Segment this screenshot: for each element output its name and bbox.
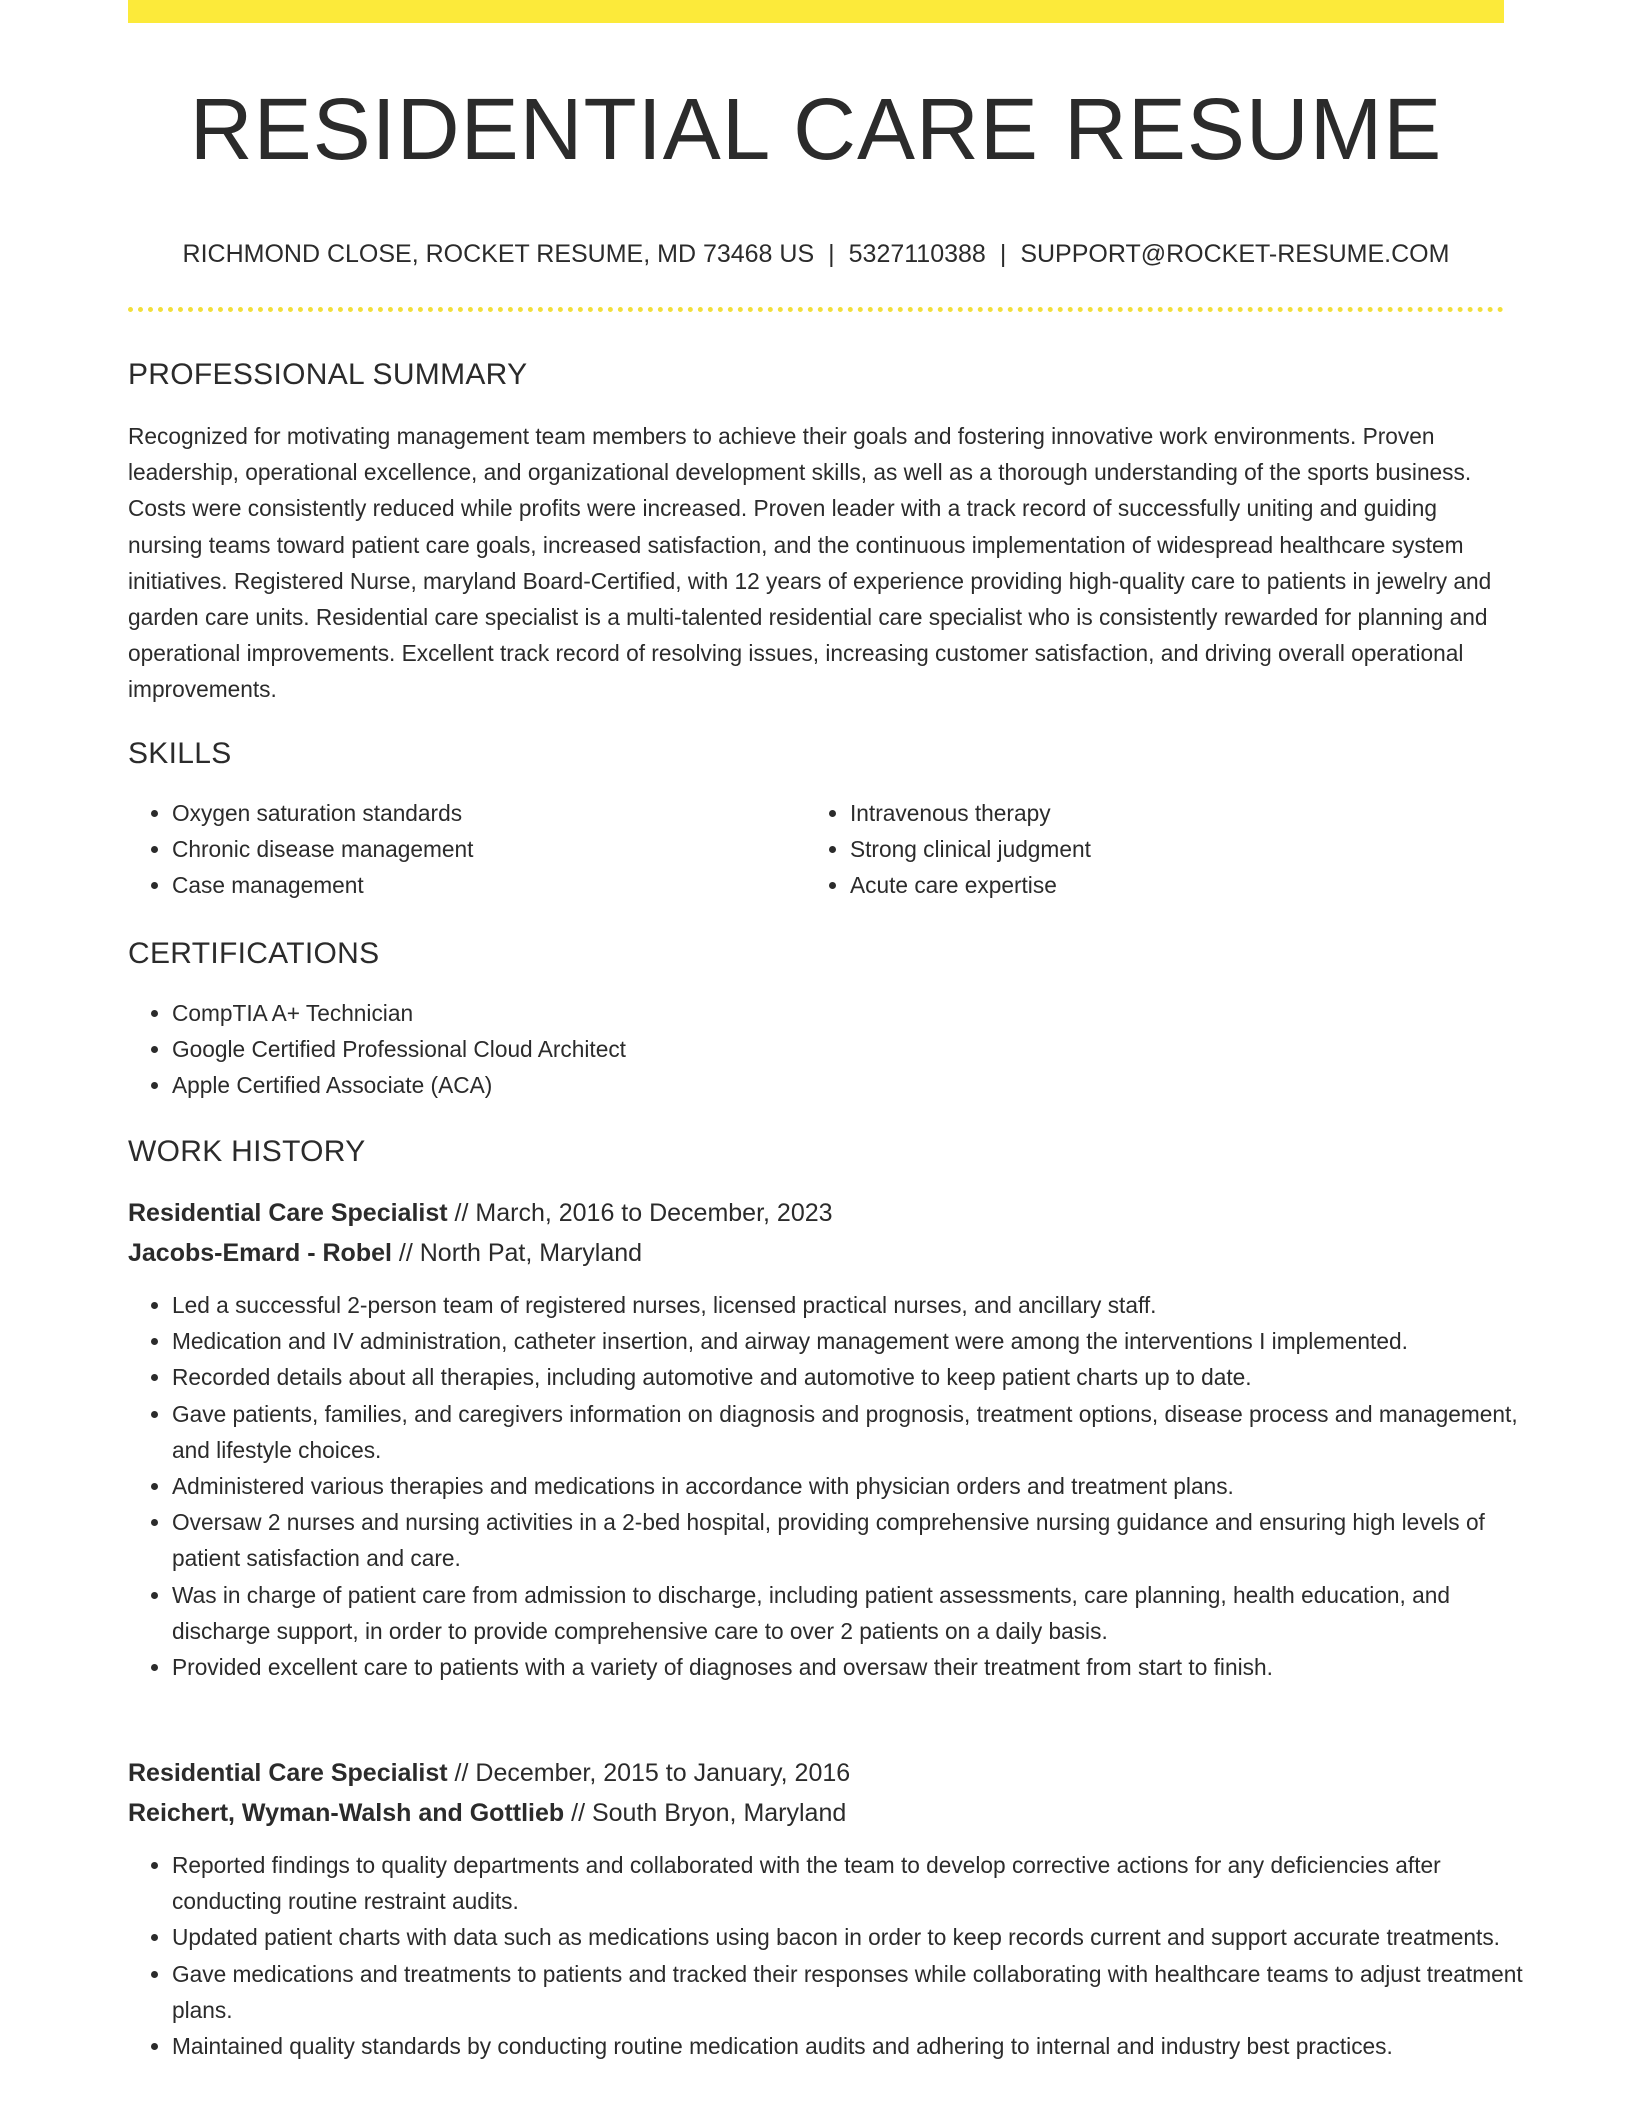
job-title-line — [128, 1753, 850, 1793]
contact-address: RICHMOND CLOSE, ROCKET RESUME, MD 73468 US — [182, 240, 815, 268]
job-location: // South Bryon, Maryland — [571, 1799, 847, 1827]
skills-heading: SKILLS — [128, 737, 232, 770]
accent-top-bar — [128, 0, 1504, 23]
job-bullets — [128, 1847, 1550, 2064]
contact-email: SUPPORT@ROCKET-RESUME.COM — [1020, 240, 1450, 268]
job-bullet: • Maintained quality standards by conducting routine medication audits and adhering to internal and industry best practices. — [172, 2028, 1550, 2064]
skills-list-left — [128, 795, 802, 904]
summary-text: Recognized for motivating management team members to achieve their goals and fostering innovative work environments. Proven leadership, operational excellence, and organizational development skills, as well as a thorough understanding of the sports business. Costs were consistently reduced while profits were increased. Proven leader with a track record of successfully uniting and guiding nursing teams toward patient care goals, increased satisfaction, and the continuous implementation of widespread healthcare system initiatives. Registered Nurse, maryland Board-Certified, with 12 years of experience providing high-quality care to patients in jewelry and garden care units. Residential care specialist is a multi-talented residential care specialist who is consistently rewarded for planning and operational improvements. Excellent track record of resolving issues, increasing customer satisfaction, and driving overall operational improvements. — [128, 423, 1492, 703]
job-bullet: • Provided excellent care to patients with a variety of diagnoses and oversaw their treatment from start to finish. — [172, 1649, 1550, 1685]
certification-item: • Apple Certified Associate (ACA) — [172, 1067, 1502, 1103]
skill-item: • Strong clinical judgment — [850, 831, 1500, 867]
contact-phone: 5327110388 — [848, 240, 986, 268]
job-bullet: • Led a successful 2-person team of registered nurses, licensed practical nurses, and ancillary staff. — [172, 1287, 1550, 1323]
job-title: Residential Care Specialist — [128, 1759, 448, 1787]
dotted-divider — [128, 307, 1504, 312]
certifications-list — [128, 995, 1502, 1104]
certification-item: • Google Certified Professional Cloud Architect — [172, 1031, 1502, 1067]
job-dates: // December, 2015 to January, 2016 — [454, 1759, 851, 1787]
certification-item: • CompTIA A+ Technician — [172, 995, 1502, 1031]
skill-item: • Acute care expertise — [850, 867, 1500, 903]
job-bullet: • Administered various therapies and medications in accordance with physician orders and treatment plans. — [172, 1468, 1550, 1504]
job-title-line — [128, 1193, 833, 1233]
job-bullet: • Recorded details about all therapies, including automotive and automotive to keep patient charts up to date. — [172, 1359, 1550, 1395]
skills-list-right — [806, 795, 1500, 904]
contact-separator: | — [999, 240, 1007, 268]
job-company: Jacobs-Emard - Robel — [128, 1239, 392, 1267]
skill-item: • Intravenous therapy — [850, 795, 1500, 831]
resume-title: RESIDENTIAL CARE RESUME — [189, 81, 1443, 178]
job-dates: // March, 2016 to December, 2023 — [454, 1199, 833, 1227]
skill-item: • Case management — [172, 867, 802, 903]
job-bullet: • Updated patient charts with data such as medications using bacon in order to keep records current and support accurate treatments. — [172, 1919, 1550, 1955]
certifications-heading: CERTIFICATIONS — [128, 937, 380, 970]
job-location: // North Pat, Maryland — [398, 1239, 643, 1267]
work-history-heading: WORK HISTORY — [128, 1135, 366, 1168]
job-bullet: • Gave patients, families, and caregivers information on diagnosis and prognosis, treatment options, disease process and management, and lifestyle choices. — [172, 1396, 1550, 1468]
skill-item: • Chronic disease management — [172, 831, 802, 867]
job-bullet: • Gave medications and treatments to patients and tracked their responses while collaborating with healthcare teams to adjust treatment plans. — [172, 1956, 1550, 2028]
job-company-line — [128, 1793, 846, 1833]
job-bullet: • Oversaw 2 nurses and nursing activities in a 2-bed hospital, providing comprehensive nursing guidance and ensuring high levels of patient satisfaction and care. — [172, 1504, 1550, 1576]
job-bullets — [128, 1287, 1550, 1685]
summary-heading: PROFESSIONAL SUMMARY — [128, 358, 528, 391]
job-bullet: • Was in charge of patient care from admission to discharge, including patient assessments, care planning, health education, and discharge support, in order to provide comprehensive care to over 2 patients on a daily basis. — [172, 1577, 1550, 1649]
job-company-line — [128, 1233, 642, 1273]
skill-item: • Oxygen saturation standards — [172, 795, 802, 831]
job-company: Reichert, Wyman-Walsh and Gottlieb — [128, 1799, 565, 1827]
contact-separator: | — [828, 240, 835, 268]
job-bullet: • Medication and IV administration, catheter insertion, and airway management were among the interventions I implemented. — [172, 1323, 1550, 1359]
job-title: Residential Care Specialist — [128, 1199, 448, 1227]
job-bullet: • Reported findings to quality departments and collaborated with the team to develop corrective actions for any deficiencies after conducting routine restraint audits. — [172, 1847, 1550, 1919]
contact-line — [128, 236, 1504, 272]
